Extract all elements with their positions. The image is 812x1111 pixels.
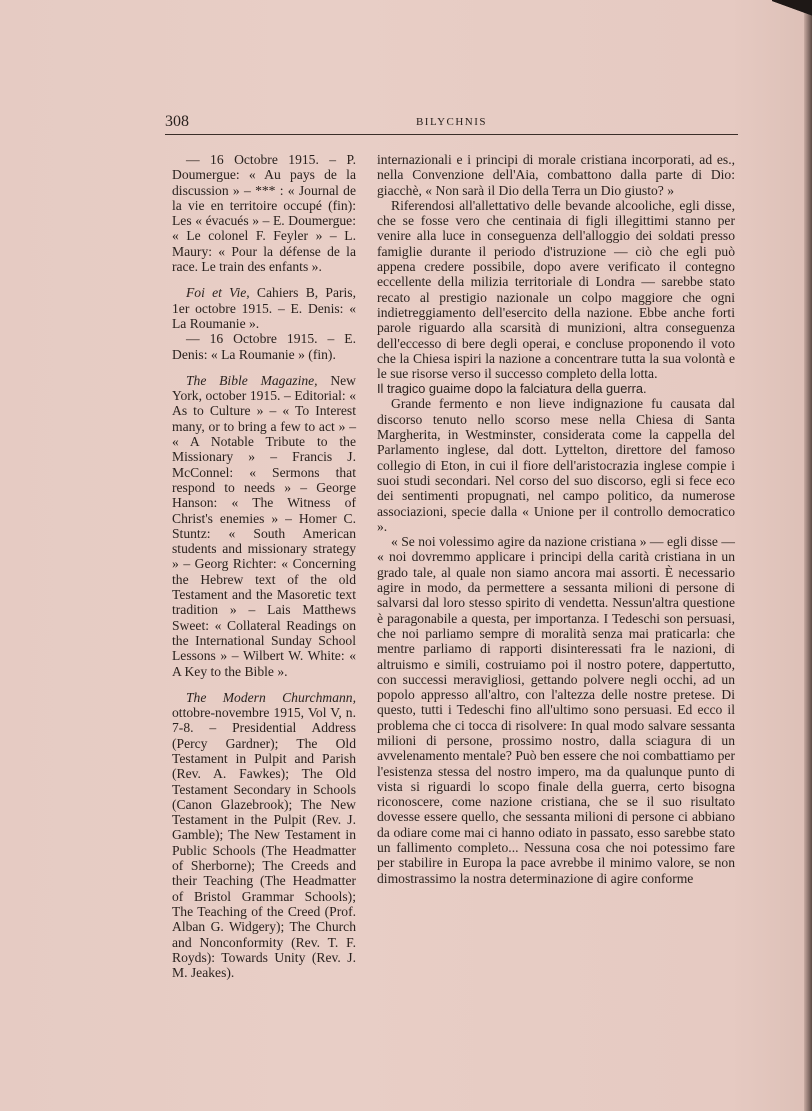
journal-title: Foi et Vie, — [186, 285, 250, 301]
right-column — [377, 152, 735, 886]
body-paragraph: « Se noi volessimo agire da nazione cristiana » — egli disse — « noi dovremmo applicare i principi della carità cristiana in un grado tale, al quale non siamo ancora mai assorti. È necessario agire in modo, da permettere a sessanta milioni di persone di salvarsi dal loro stesso spirito di vendetta. Nessun'altra questione è paragonabile a questa, per importanza. I Tedeschi son persuasi, che noi parliamo sempre di moralità senza mai praticarla: che mentre parliamo di rapporti disinteressati fra le nazioni, di altruismo e simili, costruiamo poi il nostro potere, dappertutto, con successi meravigliosi, gettando polvere negli occhi, ad un popolo appresso all'altro, con l'altezza delle nostre pretese. Di questo, tutti i Tedeschi fino all'ultimo sono persuasi. Ed ecco il problema che ci tocca di risolvere: In qual modo salvare sessanta milioni di persone, prossimo nostro, dalla sciagura di un avvelenamento mentale? Può ben essere che noi combattiamo per l'esistenza stessa del nostro impero, ma da qualunque punto di vista si riguardi lo scopo finale della guerra, certo bisogna riconoscere, come nazione cristiana, che se il suo risultato dovesse essere quello, che sessanta milioni di persone ci abbiano da odiare come mai ci hanno odiato in passato, esso sarebbe stato un fallimento completo... Nessuna cosa che noi potessimo fare per stabilire in Europa la pace avrebbe il minimo valore, se non dimostrassimo la nostra determinazione di agire conforme — [377, 534, 735, 886]
body-paragraph: internazionali e i principi di morale cristiana incorporati, ad es., nella Convenzione dell'Aia, combattono dalla parte di Dio: giacchè, « Non sarà il Dio della Terra un Dio giusto? » — [377, 152, 735, 198]
page-header — [165, 112, 738, 135]
bibliography-entry: — 16 Octobre 1915. – E. Denis: « La Roumanie » (fin). — [172, 331, 356, 362]
bibliography-entry: The Bible Magazine, New York, october 1915. – Editorial: « As to Culture » – « To Interest many, or to bring a few to act » – « A Notable Tribute to the Missionary » – Francis J. McConnel: « Sermons that respond to needs » – George Hanson: « The Witness of Christ's enemies » – Homer C. Stuntz: « South American students and missionary strategy » – Georg Richter: « Concerning the Hebrew text of the old Testament and the Masoretic text tradition » – Lais Matthews Sweet: « Collateral Readings on the International Sunday School Lessons » – Wilbert W. White: « A Key to the Bible ». — [172, 372, 356, 679]
body-paragraph: Grande fermento e non lieve indignazione fu causata dal discorso tenuto nello scorso mese nella Chiesa di Santa Margherita, in Westminster, considerata come la cappella del Parlamento inglese, dal dott. Lyttelton, direttore del famoso collegio di Eton, in cui il fiore dell'aristocrazia inglese compie i suoi studi secondari. Nel corso del suo discorso, egli si fece eco dei sentimenti propugnati, nel campo politico, da numerose associazioni, specie dalla « Unione per il controllo democratico ». — [377, 396, 735, 534]
bibliography-entry: The Modern Churchmann, ottobre-novembre 1915, Vol V, n. 7-8. – Presidential Address (Percy Gardner); The Old Testament in Pulpit and Parish (Rev. A. Fawkes); The Old Testament Secondary in Schools (Canon Glazebrook); The New Testament in the Pulpit (Rev. J. Gamble); The New Testament in Public Schools (The Headmatter of Sherborne); The Creeds and their Teaching (The Headmatter of Bristol Grammar Schools); The Teaching of the Creed (Prof. Alban G. Widgery); The Church and Nonconformity (Rev. T. F. Royds): Towards Unity (Rev. J. M. Jeakes). — [172, 689, 356, 981]
section-heading: Il tragico guaime dopo la falciatura della guerra. — [377, 381, 647, 397]
bibliography-entry: — 16 Octobre 1915. – P. Doumergue: « Au pays de la discussion » – *** : « Journal de la vie en territoire occupé (fin): Les « évacués » – E. Doumergue: « Le colonel F. Feyler » – L. Maury: « Pour la défense de la race. Le train des enfants ». — [172, 152, 356, 275]
bibliography-entry: Foi et Vie, Cahiers B, Paris, 1er octobre 1915. – E. Denis: « La Roumanie ». — [172, 285, 356, 331]
page-edge-shadow — [804, 0, 812, 1111]
journal-title: The Bible Magazine, — [186, 372, 318, 388]
running-head: BILYCHNIS — [415, 116, 488, 128]
page-corner — [772, 0, 812, 24]
page-number: 308 — [165, 113, 189, 130]
left-column — [172, 152, 356, 980]
journal-title: The Modern Churchmann, — [186, 689, 356, 705]
body-paragraph: Riferendosi all'allettativo delle bevande alcooliche, egli disse, che se fosse vero che centinaia di figli illegittimi stanno per venire alla luce in conseguenza dell'alloggio dei soldati presso famiglie durante il periodo d'istruzione — ciò che egli può appena credere possibile, dopo avere verificato il contegno eccellente della milizia territoriale di Londra — sarebbe stato recato al prestigio nazionale un colpo maggiore che ogni indietreggiamento dell'esercito della nazione. Ebbe anche forti parole riguardo alla scarsità di munizioni, altra conseguenza dell'eccesso di bere degli operai, e concluse proponendo il voto che la Chiesa ispiri la nazione a concentrare tutta la sua volontà e le sue risorse verso il successo completo della lotta. — [377, 197, 735, 382]
